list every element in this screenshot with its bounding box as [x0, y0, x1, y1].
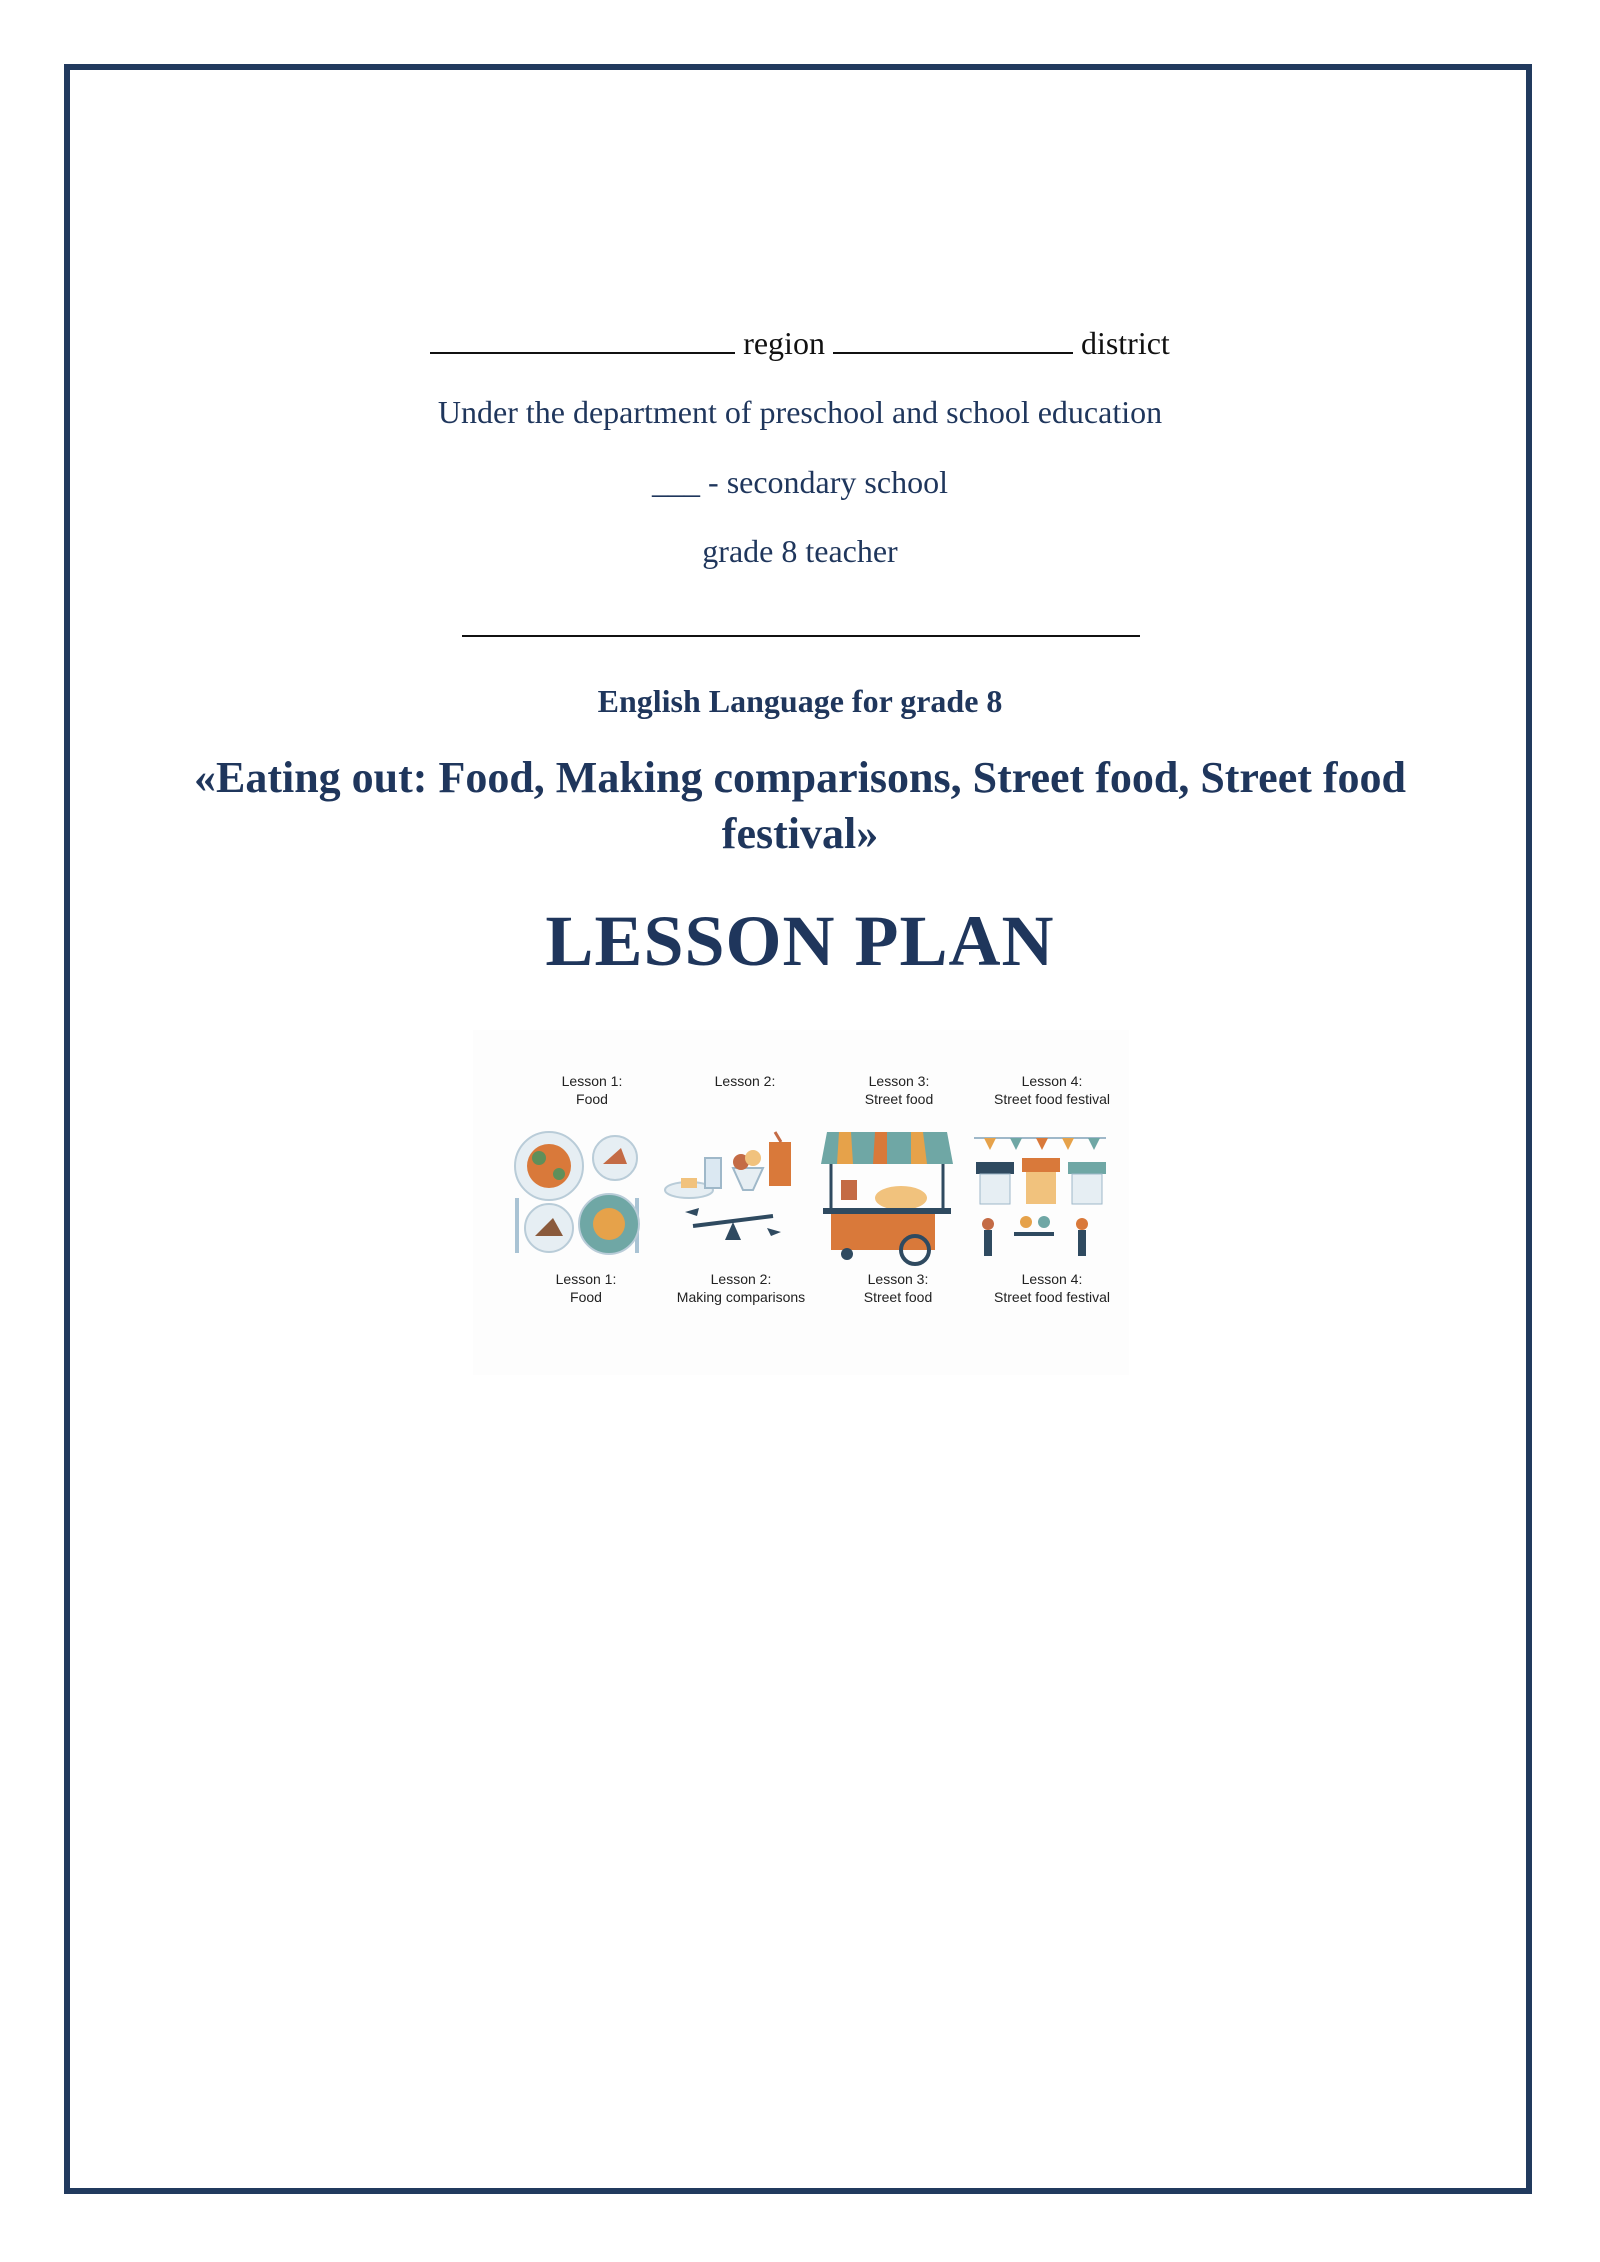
- document-type-title: LESSON PLAN: [545, 901, 1055, 981]
- top-caption-lesson-2: Lesson 2:: [714, 1073, 776, 1089]
- bottom-caption-lesson-3: Lesson 3: Street food: [863, 1271, 933, 1305]
- teacher-name-blank: [462, 635, 1140, 637]
- street-festival-icon: [970, 1128, 1110, 1268]
- bottom-caption-lesson-2: Lesson 2: Making comparisons: [676, 1271, 806, 1305]
- district-blank: [833, 326, 1073, 354]
- region-blank: [430, 326, 735, 354]
- top-caption-lesson-3: Lesson 3: Street food: [864, 1073, 934, 1107]
- district-label: district: [1080, 325, 1170, 361]
- region-district-line: [0, 325, 1600, 362]
- lesson-topic: «Eating out: Food, Making comparisons, Street food, Street food festival»: [193, 753, 1407, 858]
- bottom-caption-lesson-1: Lesson 1: Food: [555, 1271, 617, 1305]
- top-caption-lesson-4: Lesson 4: Street food festival: [994, 1073, 1110, 1107]
- subject-title: English Language for grade 8: [597, 683, 1003, 719]
- food-cart-icon: [817, 1128, 957, 1268]
- teacher-line: grade 8 teacher: [702, 533, 898, 569]
- lessons-illustration: [473, 1030, 1129, 1375]
- school-line: ___ - secondary school: [652, 464, 948, 500]
- comparison-scale-icon: [663, 1128, 803, 1268]
- food-plates-icon: [509, 1128, 649, 1268]
- region-label: region: [743, 325, 825, 361]
- top-caption-lesson-1: Lesson 1: Food: [561, 1073, 623, 1107]
- department-line: Under the department of preschool and school education: [437, 394, 1163, 430]
- bottom-caption-lesson-4: Lesson 4: Street food festival: [994, 1271, 1110, 1305]
